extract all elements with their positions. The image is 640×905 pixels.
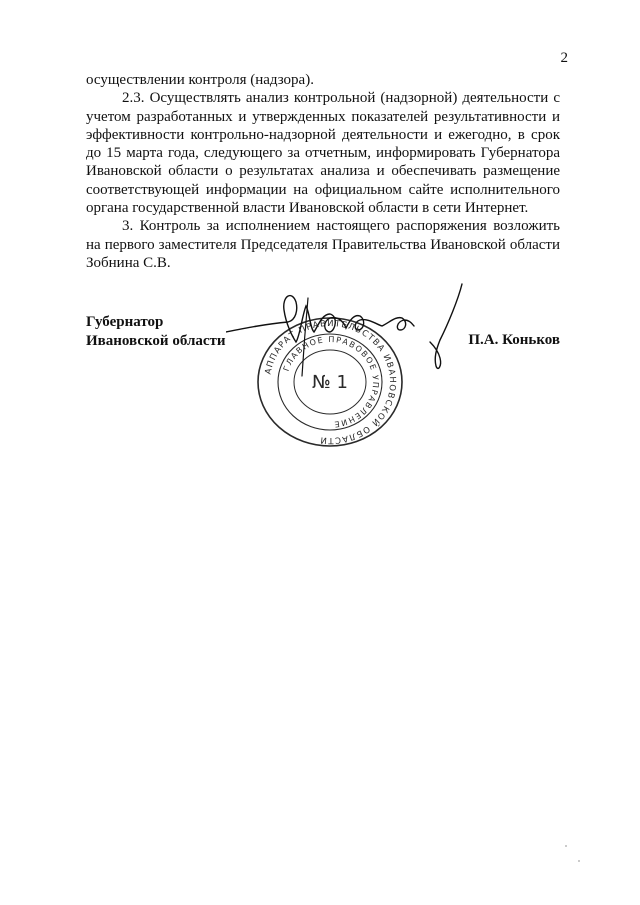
- page-number: 2: [560, 50, 568, 66]
- scan-speck: [578, 860, 580, 862]
- signatory-name: П.А. Коньков: [468, 332, 560, 348]
- handwritten-signature: [226, 280, 476, 390]
- paragraph-continuation: осуществлении контроля (надзора).: [86, 72, 314, 88]
- scan-speck: [565, 845, 567, 847]
- signatory-title: [86, 313, 226, 351]
- seal-inner-text: ГЛАВНОЕ ПРАВОВОЕ УПРАВЛЕНИЕ: [281, 334, 381, 429]
- signature-main-stroke: [226, 296, 414, 342]
- document-body: [86, 71, 560, 272]
- signatory-title-line1: Губернатор: [86, 314, 164, 330]
- signature-flourish-stroke: [430, 284, 462, 368]
- seal-center-number: № 1: [312, 372, 348, 393]
- paragraph-2-3: 2.3. Осуществлять анализ контрольной (надзорной) деятельности с учетом разработанных и утвержденных показателей результативности и эффективности контрольно-надзорной деятельности и ежегодно, в срок до 15 марта года, следующего за отчетным, информировать Губернатора Ивановской области о результатах анализа и обеспечивать размещение соответствующей информации на официальном сайте исполнительного органа государственной власти Ивановской области в сети Интернет.: [86, 90, 560, 217]
- paragraph-3: 3. Контроль за исполнением настоящего распоряжения возложить на первого заместителя Председателя Правительства Ивановской области Зобнина С.В.: [86, 218, 560, 271]
- seal-outer-text: АППАРАТ ПРАВИТЕЛЬСТВА ИВАНОВСКОЙ ОБЛАСТИ: [263, 318, 398, 446]
- signatory-title-line2: Ивановской области: [86, 333, 226, 349]
